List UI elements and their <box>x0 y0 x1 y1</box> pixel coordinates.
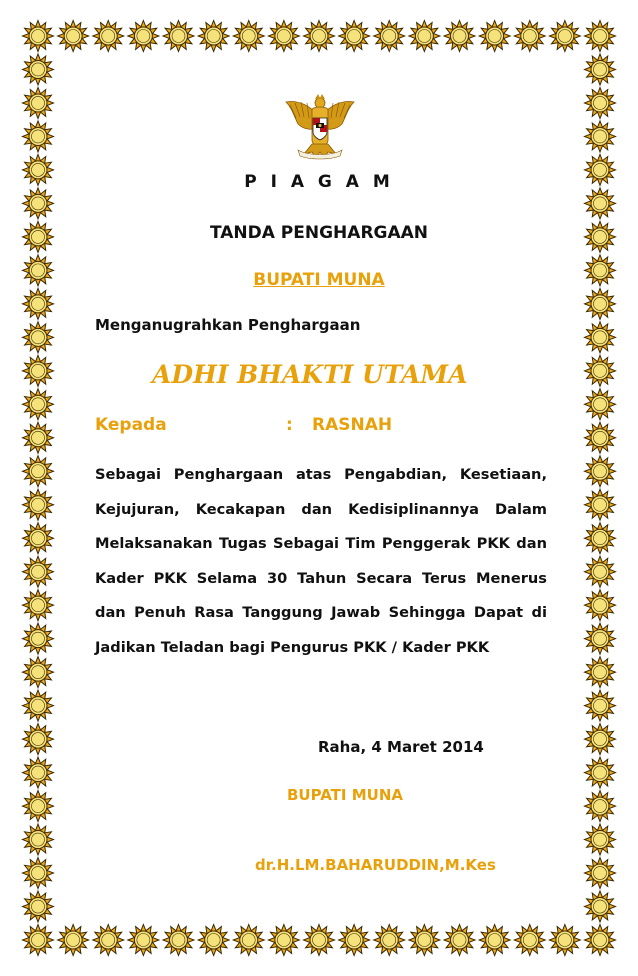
sun-icon <box>585 925 616 956</box>
sun-icon <box>198 21 229 52</box>
sun-icon <box>23 54 54 85</box>
sun-icon <box>233 21 264 52</box>
sun-icon <box>585 556 616 587</box>
garuda-emblem-icon <box>282 94 358 160</box>
sun-icon <box>23 456 54 487</box>
sun-icon <box>585 355 616 386</box>
sun-icon <box>585 87 616 118</box>
sun-icon <box>444 925 475 956</box>
sun-icon <box>585 288 616 319</box>
sun-icon <box>585 724 616 755</box>
place-date: Raha, 4 Maret 2014 <box>318 738 484 756</box>
sun-icon <box>93 21 124 52</box>
sun-icon <box>585 623 616 654</box>
citation-paragraph: Sebagai Penghargaan atas Pengabdian, Kesetiaan, Kejujuran, Kecakapan dan Kedisiplinannya Dalam Melaksanakan Tugas Sebagai Tim Penggerak PKK dan Kader PKK Selama 30 Tahun Secara Terus Menerus dan Penuh Rasa Tanggung Jawab Sehingga Dapat di Jadikan Teladan bagi Pengurus PKK / Kader PKK <box>95 466 547 656</box>
sun-icon <box>585 422 616 453</box>
sun-icon <box>374 21 405 52</box>
grant-line: Menganugrahkan Penghargaan <box>95 316 361 334</box>
sun-icon <box>23 657 54 688</box>
sun-icon <box>23 322 54 353</box>
sun-icon <box>23 121 54 152</box>
sun-icon <box>268 925 299 956</box>
sun-icon <box>23 925 54 956</box>
sun-icon <box>585 456 616 487</box>
sun-icon <box>585 590 616 621</box>
sun-icon <box>23 690 54 721</box>
sun-icon <box>23 556 54 587</box>
sun-icon <box>233 925 264 956</box>
sun-icon <box>549 21 580 52</box>
signatory-title: BUPATI MUNA <box>287 786 403 804</box>
sun-icon <box>23 288 54 319</box>
sun-icon <box>163 21 194 52</box>
sun-icon <box>585 21 616 52</box>
sun-icon <box>23 824 54 855</box>
sun-icon <box>444 21 475 52</box>
signatory-name: dr.H.LM.BAHARUDDIN,M.Kes <box>255 856 496 874</box>
sun-icon <box>374 925 405 956</box>
sun-icon <box>585 322 616 353</box>
sun-icon <box>23 389 54 420</box>
sun-icon <box>585 858 616 889</box>
sun-icon <box>23 858 54 889</box>
sun-icon <box>93 925 124 956</box>
sun-icon <box>409 925 440 956</box>
sun-icon <box>23 791 54 822</box>
sun-icon <box>128 925 159 956</box>
sun-icon <box>339 925 370 956</box>
sun-icon <box>409 21 440 52</box>
sun-icon <box>304 21 335 52</box>
sun-icon <box>23 590 54 621</box>
sun-icon <box>23 891 54 922</box>
certificate-title: P I A G A M <box>244 172 394 192</box>
sun-icon <box>23 422 54 453</box>
award-name: ADHI BHAKTI UTAMA <box>152 360 468 389</box>
sun-icon <box>23 188 54 219</box>
sun-icon <box>585 121 616 152</box>
sun-icon <box>268 21 299 52</box>
sun-icon <box>585 657 616 688</box>
sun-icon <box>549 925 580 956</box>
sun-icon <box>23 623 54 654</box>
sun-icon <box>23 757 54 788</box>
sun-icon <box>585 523 616 554</box>
sun-icon <box>514 925 545 956</box>
sun-icon <box>585 188 616 219</box>
sun-icon <box>585 757 616 788</box>
sun-icon <box>585 891 616 922</box>
sun-icon <box>198 925 229 956</box>
issuer-heading: BUPATI MUNA <box>253 270 385 290</box>
sun-icon <box>23 523 54 554</box>
sun-icon <box>479 21 510 52</box>
sun-icon <box>304 925 335 956</box>
sun-icon <box>514 21 545 52</box>
sun-icon <box>585 824 616 855</box>
sun-icon <box>585 791 616 822</box>
sun-icon <box>479 925 510 956</box>
sun-icon <box>23 724 54 755</box>
certificate-subtitle: TANDA PENGHARGAAN <box>209 223 429 243</box>
sun-icon <box>58 21 89 52</box>
sun-icon <box>23 87 54 118</box>
sun-icon <box>585 54 616 85</box>
recipient-colon: : <box>286 415 293 435</box>
sun-icon <box>585 389 616 420</box>
recipient-name: RASNAH <box>312 415 393 435</box>
sun-icon <box>23 489 54 520</box>
sun-icon <box>585 690 616 721</box>
sun-icon <box>58 925 89 956</box>
sun-icon <box>163 925 194 956</box>
sun-icon <box>339 21 370 52</box>
sun-icon <box>128 21 159 52</box>
sun-icon <box>23 21 54 52</box>
sun-icon <box>23 355 54 386</box>
sun-icon <box>585 489 616 520</box>
recipient-label: Kepada <box>95 415 167 435</box>
